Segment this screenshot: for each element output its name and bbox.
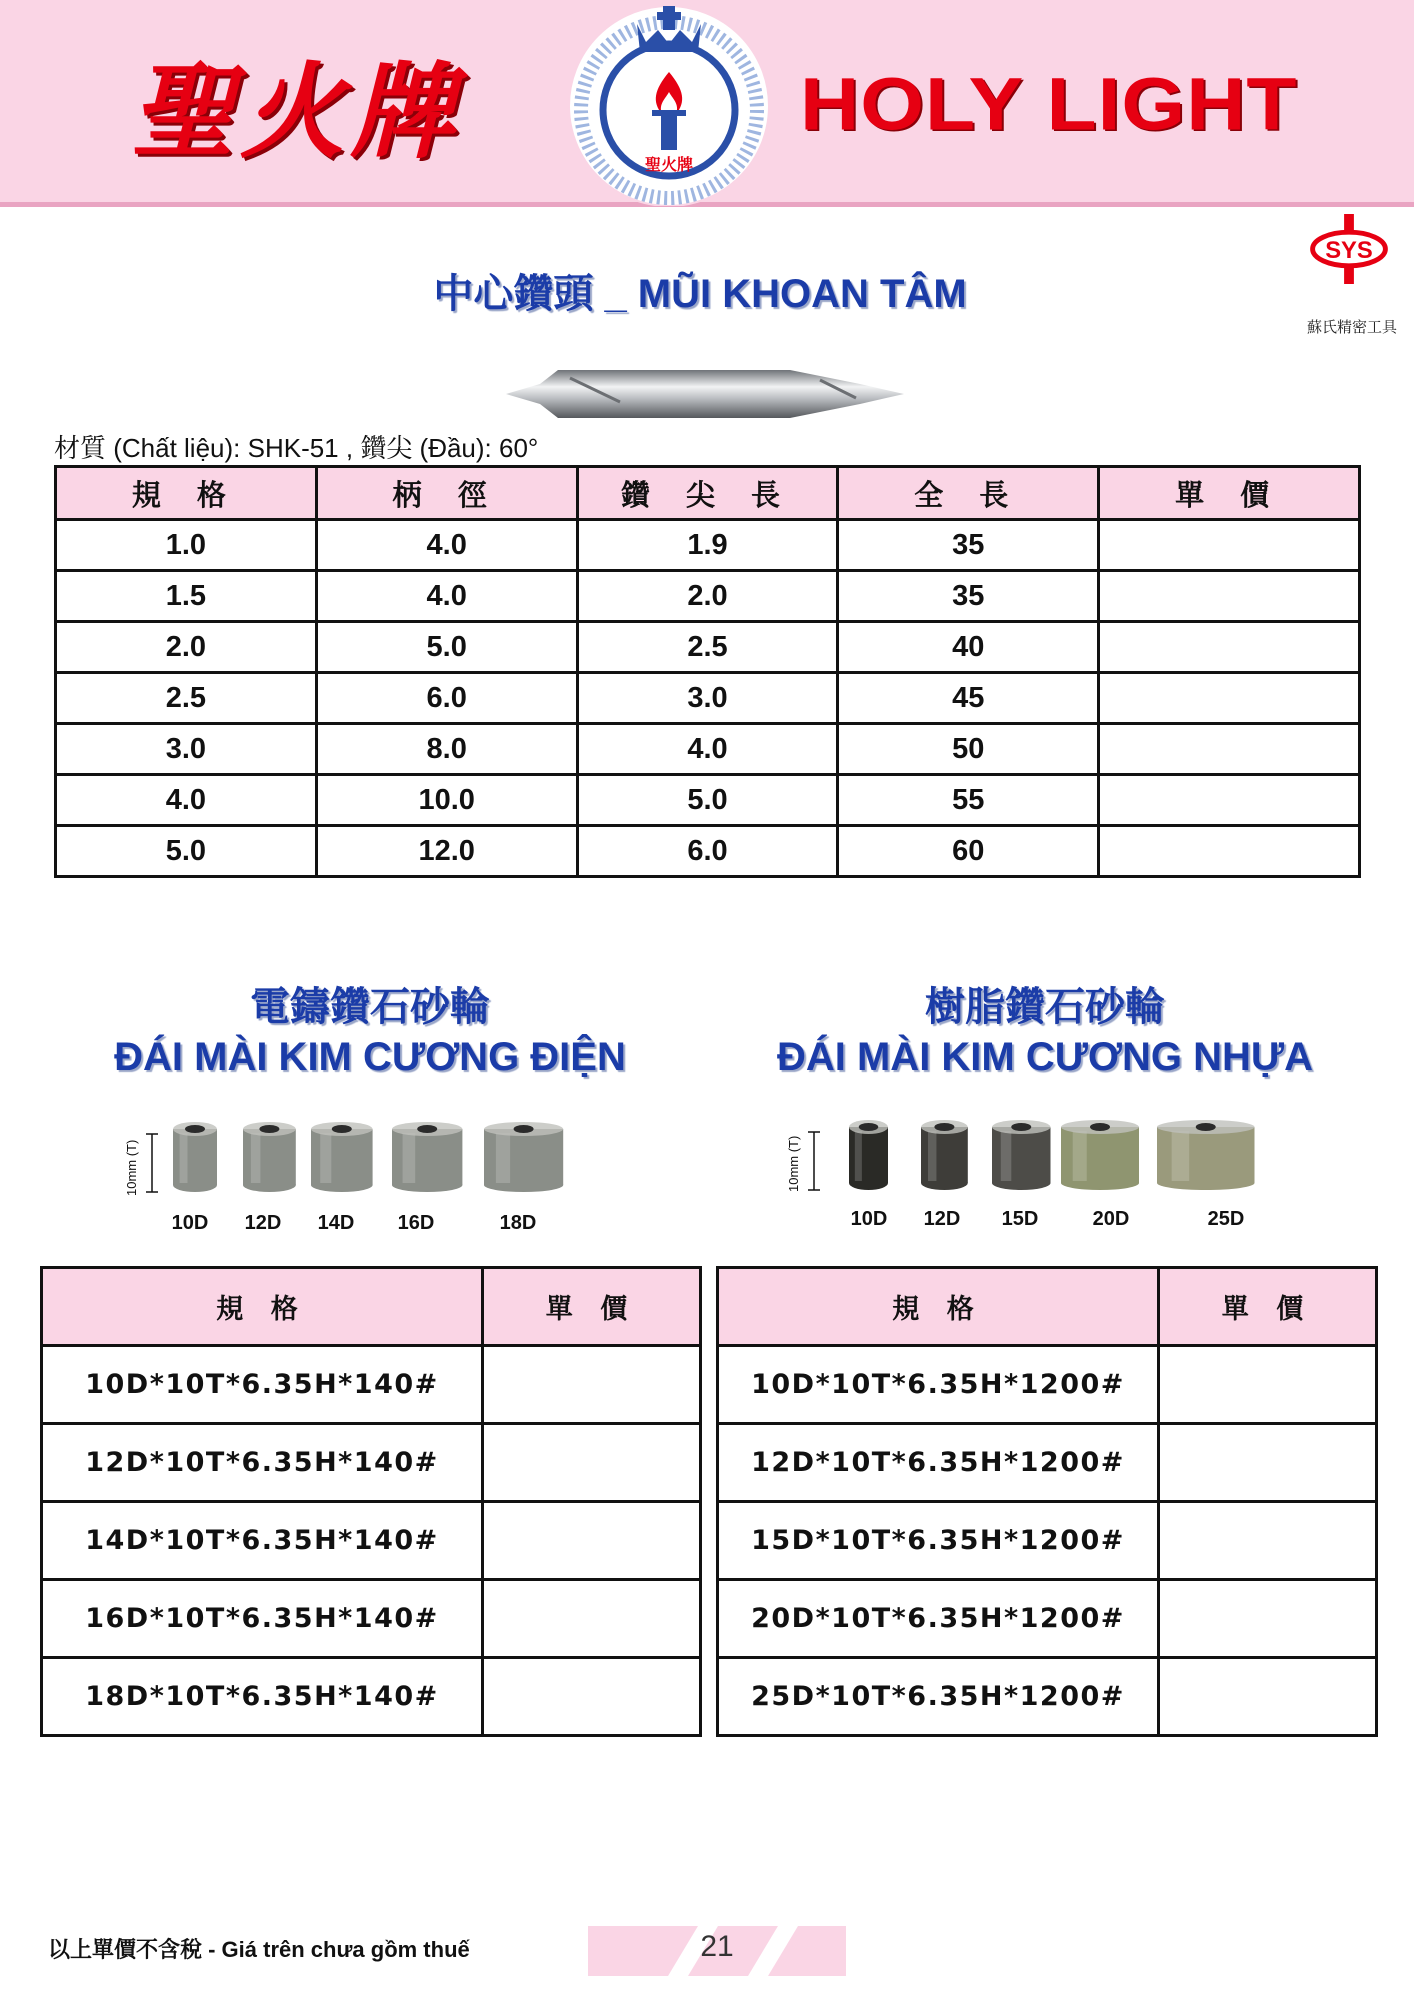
height-label-left: 10mm (T) [124,1139,139,1196]
cell-price [1099,673,1360,724]
grinding-wheel-image [482,1122,565,1192]
wheel-label: 12D [244,1212,282,1234]
height-label-right: 10mm (T) [786,1135,801,1192]
grinding-wheel-image [241,1122,298,1192]
table-header-row [56,467,1360,520]
cell-total-length: 50 [838,724,1099,775]
cell-price [483,1502,701,1580]
cell-price [1099,724,1360,775]
cell-spec: 12D*10T*6.35H*1200# [718,1424,1159,1502]
wheel-label: 12D [923,1208,961,1230]
cell-size: 1.5 [56,571,317,622]
wheel-label: 10D [171,1212,209,1234]
holy-light-logo [566,0,772,206]
cell-shank: 12.0 [316,826,577,877]
center-drill-table [54,465,1361,878]
wheel-label: 20D [1092,1208,1130,1230]
table-row [42,1658,701,1736]
table-row [56,571,1360,622]
col-header-price: 單 價 [483,1268,701,1346]
table-row [42,1424,701,1502]
cell-size: 1.0 [56,520,317,571]
cell-price [483,1658,701,1736]
grinding-wheel-image [847,1120,890,1190]
cell-tip-length: 6.0 [577,826,838,877]
electroplated-title-cn: 電鑄鑽石砂輪 [250,985,490,1029]
cell-shank: 4.0 [316,571,577,622]
electroplated-price-table [40,1266,702,1737]
brand-name-chinese: 聖火牌 [130,50,461,173]
cell-spec: 10D*10T*6.35H*140# [42,1346,483,1424]
cell-price [1099,775,1360,826]
cell-price [483,1580,701,1658]
cell-spec: 12D*10T*6.35H*140# [42,1424,483,1502]
table-row [42,1580,701,1658]
cell-total-length: 35 [838,520,1099,571]
col-header-tip-length: 鑽 尖 長 [577,467,838,520]
cell-spec: 16D*10T*6.35H*140# [42,1580,483,1658]
wheel-label: 14D [317,1212,355,1234]
table-row [56,622,1360,673]
cell-price [1099,826,1360,877]
table-row [718,1424,1377,1502]
cell-tip-length: 4.0 [577,724,838,775]
table-row [56,724,1360,775]
table-header-row [42,1268,701,1346]
cell-total-length: 40 [838,622,1099,673]
cell-price [1159,1658,1377,1736]
electroplated-title-vn: ĐÁI MÀI KIM CƯƠNG ĐIỆN [114,1035,626,1079]
center-drill-title: 中心鑽頭 _ MŨI KHOAN TÂM [433,272,967,316]
cell-total-length: 55 [838,775,1099,826]
cell-size: 5.0 [56,826,317,877]
cell-price [1099,571,1360,622]
sys-logo-caption: 蘇氏精密工具 [1306,319,1397,336]
col-header-price: 單 價 [1159,1268,1377,1346]
grinding-wheel-image [390,1122,464,1192]
cell-shank: 6.0 [316,673,577,724]
col-header-total-length: 全 長 [838,467,1099,520]
cell-spec: 10D*10T*6.35H*1200# [718,1346,1159,1424]
cell-total-length: 35 [838,571,1099,622]
table-row [718,1580,1377,1658]
table-row [42,1346,701,1424]
grinding-wheel-image [309,1122,375,1192]
col-header-shank: 柄 徑 [316,467,577,520]
table-row [56,520,1360,571]
cell-price [1159,1424,1377,1502]
cell-price [1159,1346,1377,1424]
cell-price [483,1424,701,1502]
cell-shank: 8.0 [316,724,577,775]
cell-spec: 14D*10T*6.35H*140# [42,1502,483,1580]
cell-size: 2.5 [56,673,317,724]
sys-logo-icon [1294,214,1404,284]
resin-title-cn: 樹脂鑽石砂輪 [925,985,1165,1029]
cell-size: 4.0 [56,775,317,826]
col-header-price: 單 價 [1099,467,1360,520]
cell-spec: 25D*10T*6.35H*1200# [718,1658,1159,1736]
height-marker-right [804,1128,824,1194]
grinding-wheel-image [919,1120,970,1190]
cell-price [1099,520,1360,571]
material-spec: 材質 (Chất liệu): SHK-51 , 鑽尖 (Đầu): 60° [54,433,539,463]
cell-size: 2.0 [56,622,317,673]
grinding-wheel-image [171,1122,219,1192]
cell-price [1159,1580,1377,1658]
cell-price [1159,1502,1377,1580]
cell-total-length: 60 [838,826,1099,877]
table-row [718,1502,1377,1580]
cell-shank: 10.0 [316,775,577,826]
col-header-spec: 規 格 [718,1268,1159,1346]
center-drill-image [500,358,910,430]
sys-logo-mark: SYS [1325,237,1373,265]
cell-tip-length: 2.0 [577,571,838,622]
table-row [718,1346,1377,1424]
table-row [56,826,1360,877]
height-marker-left [142,1130,162,1196]
cell-total-length: 45 [838,673,1099,724]
resin-title-vn: ĐÁI MÀI KIM CƯƠNG NHỰA [776,1035,1313,1079]
table-row [56,775,1360,826]
grinding-wheel-image [1155,1120,1257,1190]
page-number: 21 [700,1930,734,1963]
cell-price [1099,622,1360,673]
footer-tax-note: 以上單價不含稅 - Giá trên chưa gồm thuế [48,1937,470,1962]
logo-text: 聖火牌 [644,155,694,174]
cell-size: 3.0 [56,724,317,775]
cell-tip-length: 2.5 [577,622,838,673]
cell-shank: 4.0 [316,520,577,571]
wheel-label: 25D [1207,1208,1245,1230]
table-row [718,1658,1377,1736]
cell-spec: 15D*10T*6.35H*1200# [718,1502,1159,1580]
table-row [42,1502,701,1580]
cell-tip-length: 1.9 [577,520,838,571]
resin-price-table [716,1266,1378,1737]
cell-tip-length: 3.0 [577,673,838,724]
cell-price [483,1346,701,1424]
table-header-row [718,1268,1377,1346]
wheel-label: 10D [850,1208,888,1230]
wheel-label: 15D [1001,1208,1039,1230]
grinding-wheel-image [990,1120,1053,1190]
cell-spec: 18D*10T*6.35H*140# [42,1658,483,1736]
col-header-size: 規 格 [56,467,317,520]
brand-name-english: HOLY LIGHT [800,63,1298,146]
cell-spec: 20D*10T*6.35H*1200# [718,1580,1159,1658]
wheel-label: 16D [397,1212,435,1234]
wheel-label: 18D [499,1212,537,1234]
cell-tip-length: 5.0 [577,775,838,826]
table-row [56,673,1360,724]
col-header-spec: 規 格 [42,1268,483,1346]
grinding-wheel-image [1059,1120,1141,1190]
cell-shank: 5.0 [316,622,577,673]
